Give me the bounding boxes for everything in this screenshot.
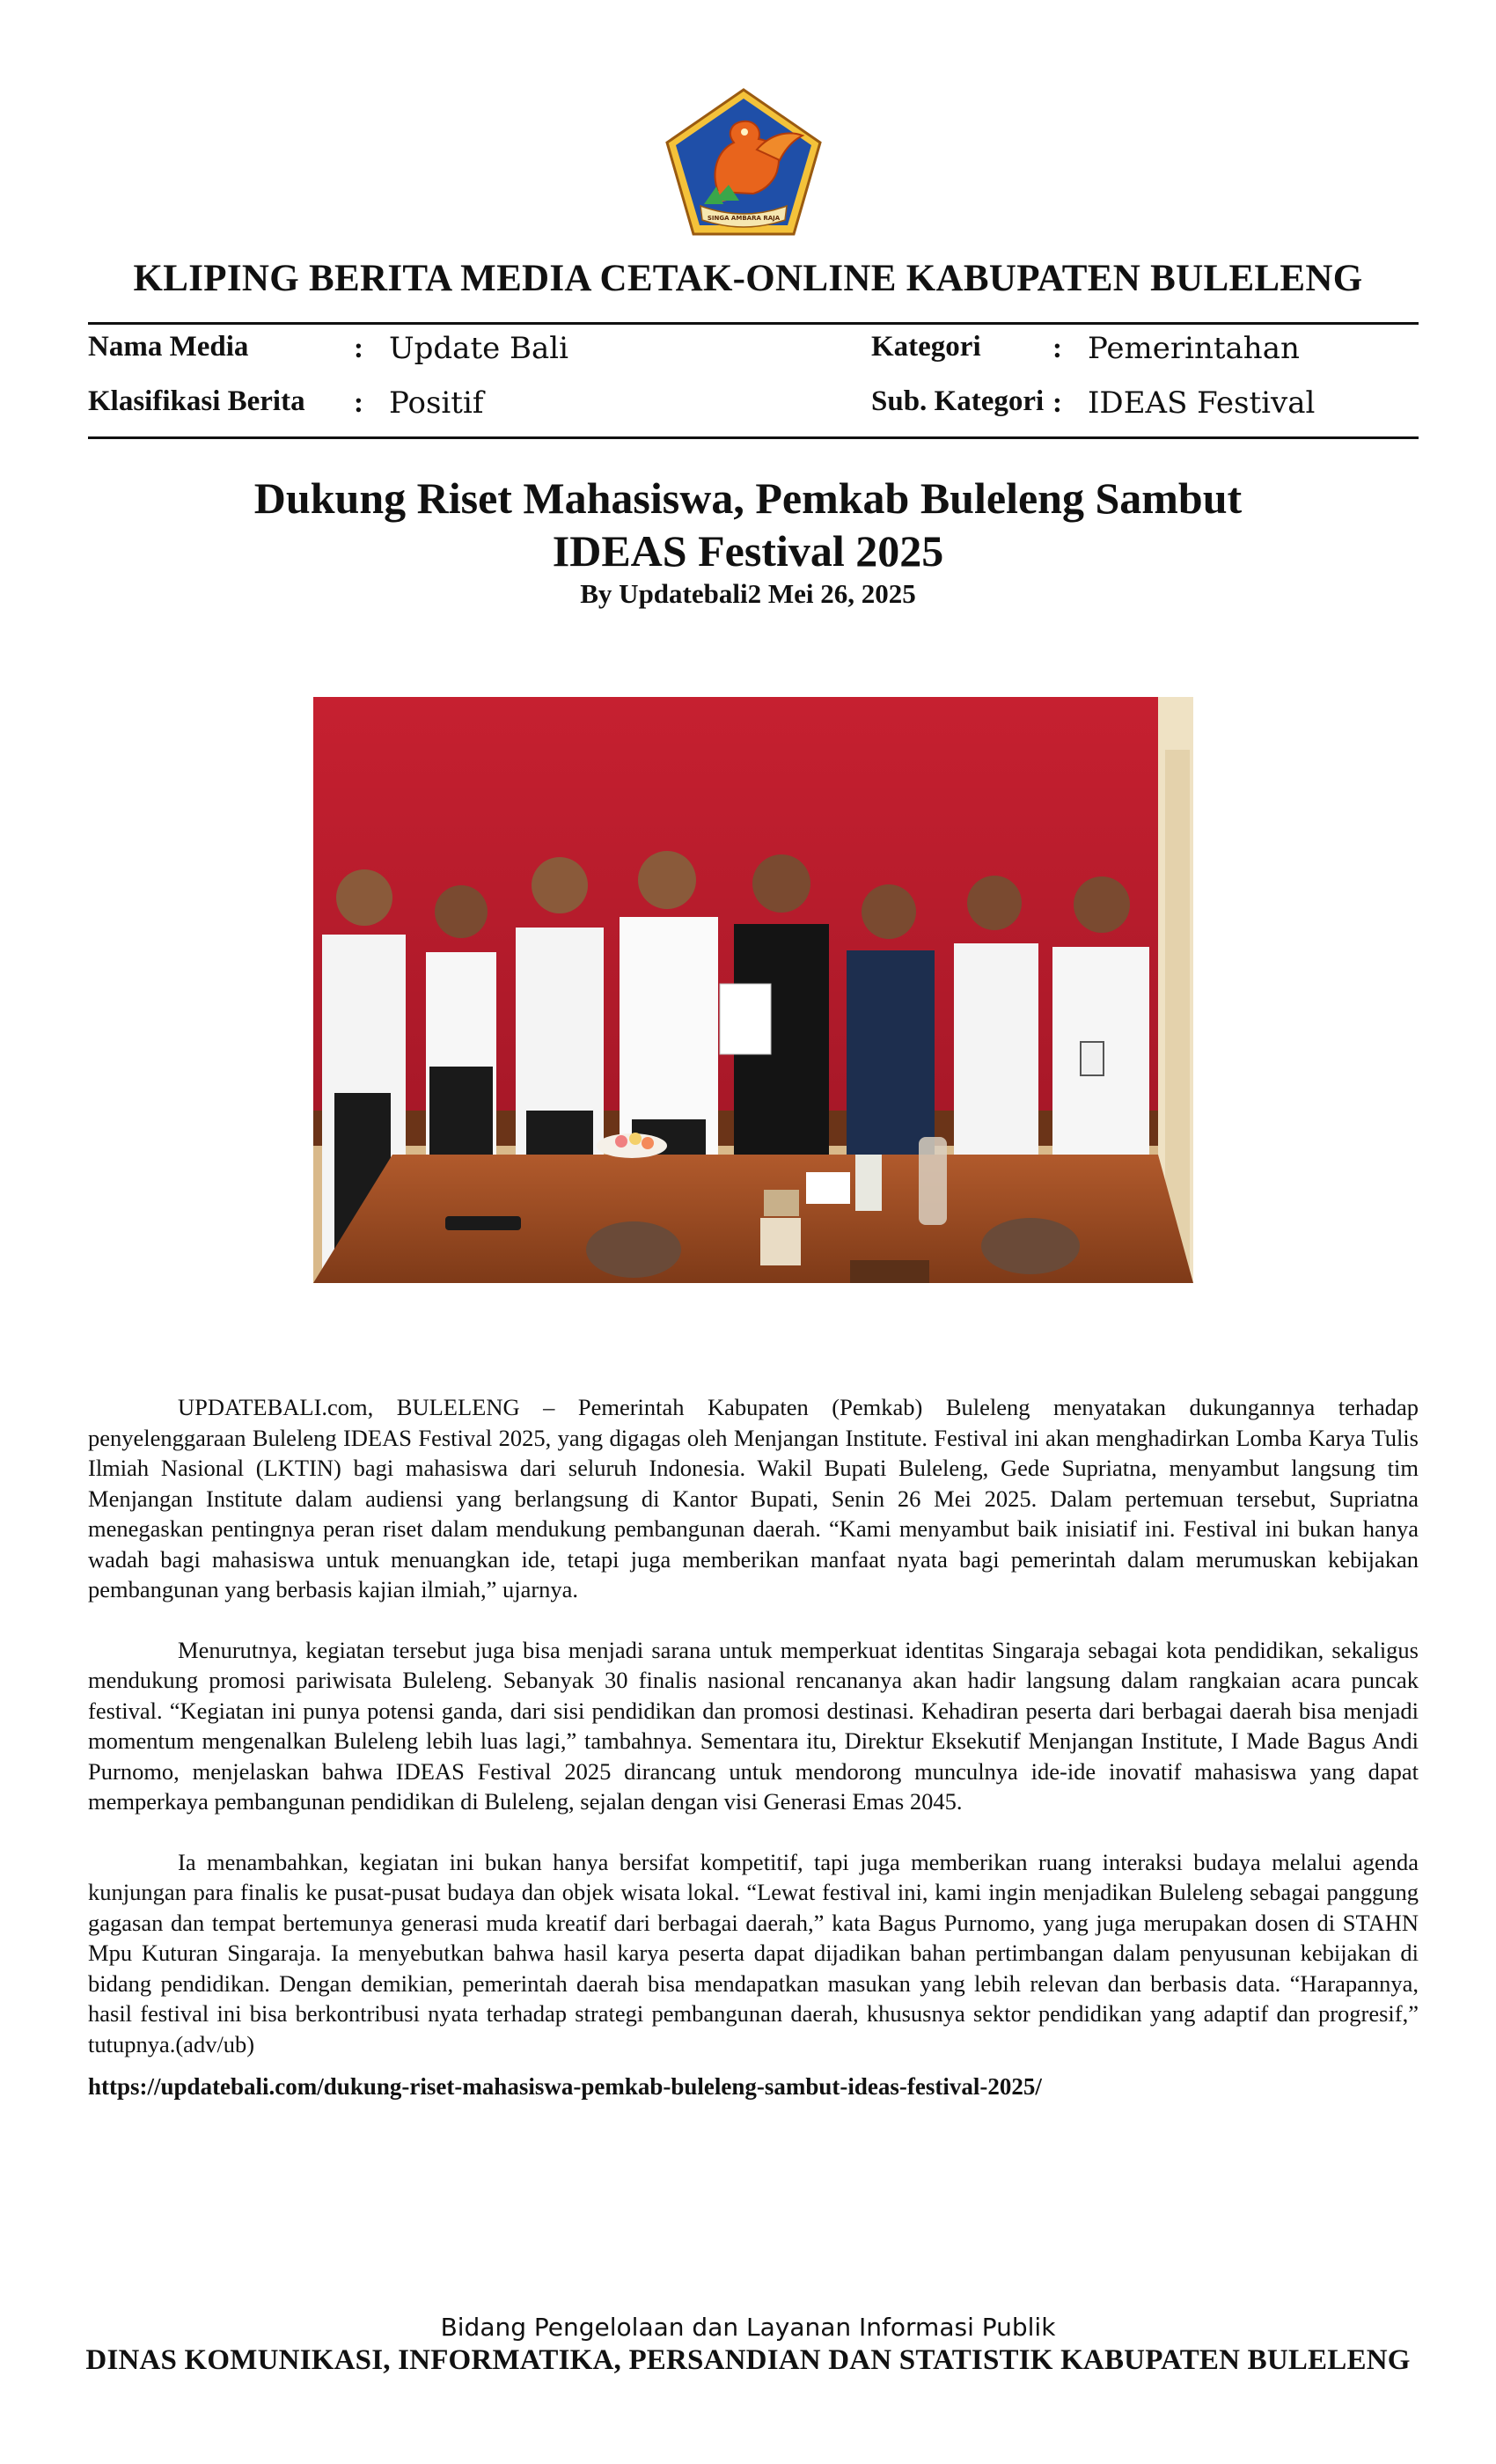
category-label: Kategori	[871, 331, 981, 363]
header-rule-top	[88, 322, 1419, 325]
classification-label: Klasifikasi Berita	[88, 385, 305, 417]
media-value: Update Bali	[389, 331, 569, 366]
source-url[interactable]: https://updatebali.com/dukung-riset-mahasiswa-pemkab-buleleng-sambut-ideas-festival-2025/	[88, 2073, 1042, 2100]
media-label: Nama Media	[88, 331, 249, 363]
article-photo	[313, 697, 1193, 1283]
article-paragraph-2: Menurutnya, kegiatan tersebut juga bisa menjadi sarana untuk memperkuat identitas Singaraja sebagai kota pendidikan, sekaligus mendukung promosi pariwisata Buleleng. Sebanyak 30 finalis nasional rencananya akan hadir langsung dalam rangkaian acara puncak festival. “Kegiatan ini punya potensi ganda, dari sisi pendidikan dan promosi destinasi. Kehadiran peserta dari berbagai daerah bisa menjadi momentum mengenalkan Buleleng lebih luas lagi,” tambahnya. Sementara itu, Direktur Eksekutif Menjangan Institute, I Made Bagus Andi Purnomo, menjelaskan bahwa IDEAS Festival 2025 dirancang untuk mendorong munculnya ide-ide inovatif mahasiswa yang dapat memperkaya pembangunan pendidikan di Buleleng, sejalan dengan visi Generasi Emas 2045.	[88, 1636, 1419, 1815]
subcategory-colon: :	[1052, 387, 1062, 419]
article-title-line-2: IDEAS Festival 2025	[552, 526, 944, 576]
article-body	[88, 1392, 1419, 2089]
media-colon: :	[354, 333, 363, 364]
category-colon: :	[1052, 333, 1062, 364]
article-paragraph-3: Ia menambahkan, kegiatan ini bukan hanya bersifat kompetitif, tapi juga memberikan ruang interaksi budaya melalui agenda kunjungan para finalis ke pusat-pusat budaya dan objek wisata lokal. “Lewat festival ini, kami ingin menjadikan Buleleng sebagai panggung gagasan dan tempat bertemunya generasi muda kreatif dari berbagai daerah,” kata Bagus Purnomo, yang juga merupakan dosen di STAHN Mpu Kuturan Singaraja. Ia menyebutkan bahwa hasil karya peserta dapat dijadikan bahan pertimbangan dalam penyusunan kebijakan di bidang pendidikan. Dengan demikian, pemerintah daerah bisa mendapatkan masukan yang lebih relevan dan berbasis data. “Harapannya, hasil festival ini bisa berkontribusi nyata terhadap strategi pembangunan daerah, khususnya sektor pendidikan yang adaptif dan progresif,” tutupnya.(adv/ub)	[88, 1848, 1419, 2057]
group-photo-illustration	[313, 697, 1193, 1283]
logo-motto: SINGA AMBARA RAJA	[707, 215, 781, 222]
classification-colon: :	[354, 387, 363, 419]
article-byline: By Updatebali2 Mei 26, 2025	[580, 578, 916, 609]
subcategory-value: IDEAS Festival	[1088, 385, 1316, 421]
header-rule-bottom	[88, 436, 1419, 439]
footer-agency: DINAS KOMUNIKASI, INFORMATIKA, PERSANDIAN DAN STATISTIK KABUPATEN BULELENG	[85, 2344, 1411, 2376]
article-paragraph-1: UPDATEBALI.com, BULELENG – Pemerintah Kabupaten (Pemkab) Buleleng menyatakan dukungannya terhadap penyelenggaraan Buleleng IDEAS Festival 2025, yang digagas oleh Menjangan Institute. Festival ini akan menghadirkan Lomba Karya Tulis Ilmiah Nasional (LKTIN) bagi mahasiswa dari seluruh Indonesia. Wakil Bupati Buleleng, Gede Supriatna, menyambut langsung tim Menjangan Institute dalam audiensi yang berlangsung di Kantor Bupati, Senin 26 Mei 2025. Dalam pertemuan tersebut, Supriatna menegaskan pentingnya peran riset dalam mendukung pembangunan daerah. “Kami menyambut baik inisiatif ini. Festival ini bukan hanya wadah bagi mahasiswa untuk menuangkan ide, tetapi juga memberikan manfaat nyata bagi pemerintah dalam merumuskan kebijakan pembangunan yang berbasis kajian ilmiah,” ujarnya.	[88, 1394, 1419, 1602]
footer-department: Bidang Pengelolaan dan Layanan Informasi Publik	[440, 2313, 1056, 2342]
article-title	[0, 472, 1496, 577]
singa-ambara-raja-emblem	[665, 88, 822, 236]
article-title-line-1: Dukung Riset Mahasiswa, Pemkab Buleleng Sambut	[253, 473, 1243, 523]
regency-logo	[665, 88, 822, 236]
category-value: Pemerintahan	[1088, 331, 1300, 366]
clipping-header-title: KLIPING BERITA MEDIA CETAK-ONLINE KABUPATEN BULELENG	[133, 258, 1363, 299]
subcategory-label: Sub. Kategori	[871, 385, 1045, 417]
classification-value: Positif	[389, 385, 484, 421]
